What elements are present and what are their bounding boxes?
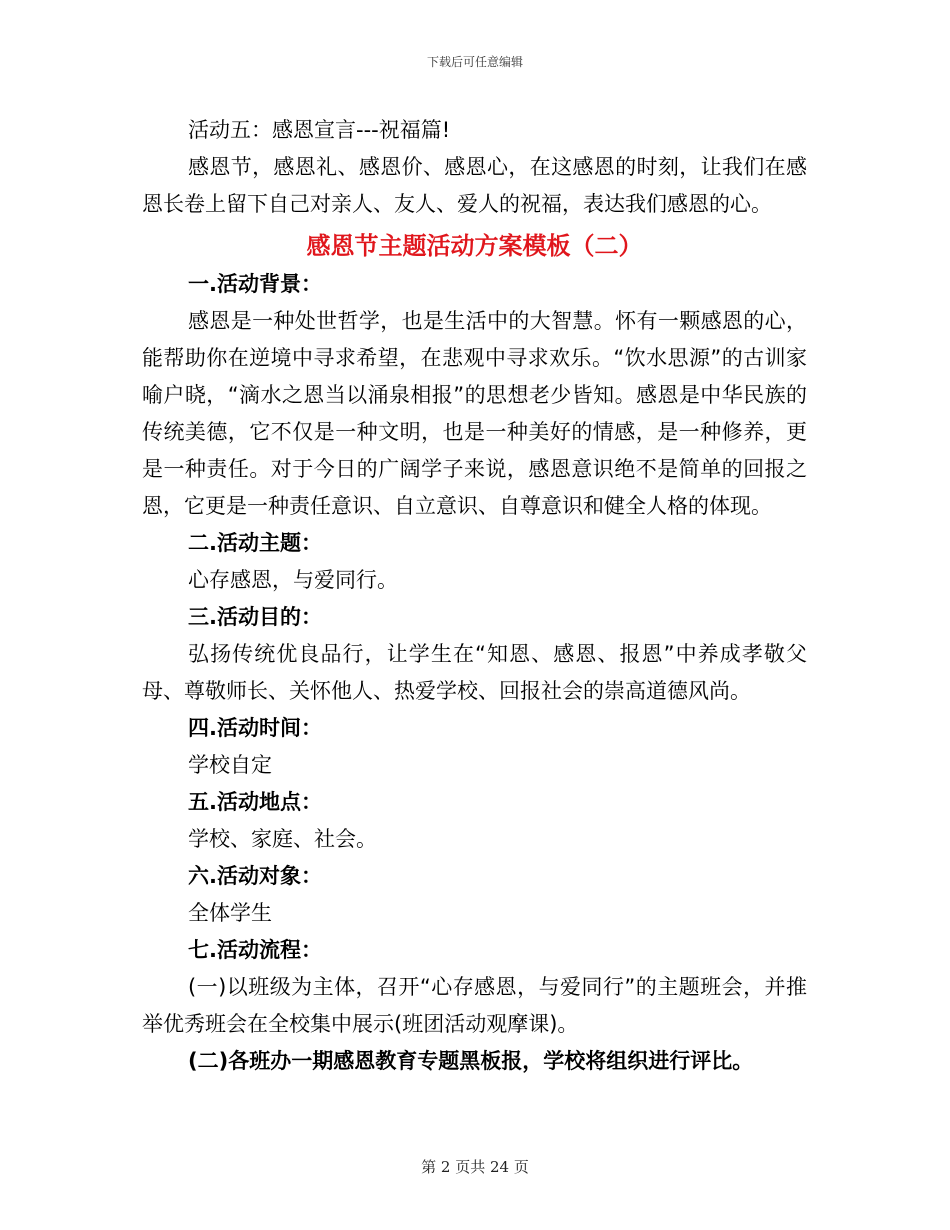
section-purpose-heading: 三.活动目的：: [188, 605, 322, 629]
section-background-heading: 一.活动背景：: [188, 272, 322, 296]
page-header-note: 下载后可任意编辑: [426, 55, 523, 69]
section-location-text: 学校、家庭、社会。: [188, 827, 377, 851]
activity5-text: 感恩节，感恩礼、感恩价、感恩心，在这感恩的时刻，让我们在感恩长卷上留下自己对亲人、友人、爱人的祝福，表达我们感恩的心。: [142, 155, 807, 216]
activity5-heading: 活动五：感恩宣言---祝福篇!: [188, 118, 451, 142]
section-process-item-2: (二)各班办一期感恩教育专题黑板报，学校将组织进行评比。: [188, 1049, 754, 1073]
section-process-item-1: (一)以班级为主体，召开“心存感恩，与爱同行”的主题班会，并推举优秀班会在全校集中展示(班团活动观摩课)。: [142, 975, 807, 1036]
section-background-text: 感恩是一种处世哲学，也是生活中的大智慧。怀有一颗感恩的心，能帮助你在逆境中寻求希望，在悲观中寻求欢乐。“饮水思源”的古训家喻户晓，“滴水之恩当以涌泉相报”的思想老少皆知。感恩是中华民族的传统美德，它不仅是一种文明，也是一种美好的情感，是一种修养，更是一种责任。对于今日的广阔学子来说，感恩意识绝不是简单的回报之恩，它更是一种责任意识、自立意识、自尊意识和健全人格的体现。: [142, 309, 807, 518]
section-theme-text: 心存感恩，与爱同行。: [188, 568, 398, 592]
section-process-heading: 七.活动流程：: [188, 938, 322, 962]
section-time-text: 学校自定: [188, 753, 272, 777]
document-body: [142, 112, 807, 1080]
section-audience-heading: 六.活动对象：: [188, 864, 322, 888]
section-audience-text: 全体学生: [188, 901, 272, 925]
page-footer: 第 2 页共 24 页: [421, 1158, 529, 1176]
section-purpose-text: 弘扬传统优良品行，让学生在“知恩、感恩、报恩”中养成孝敬父母、尊敬师长、关怀他人、热爱学校、回报社会的崇高道德风尚。: [142, 642, 807, 703]
document-title: 感恩节主题活动方案模板（二）: [306, 232, 643, 260]
section-theme-heading: 二.活动主题：: [188, 531, 322, 555]
section-time-heading: 四.活动时间：: [188, 716, 322, 740]
section-location-heading: 五.活动地点：: [188, 790, 322, 814]
